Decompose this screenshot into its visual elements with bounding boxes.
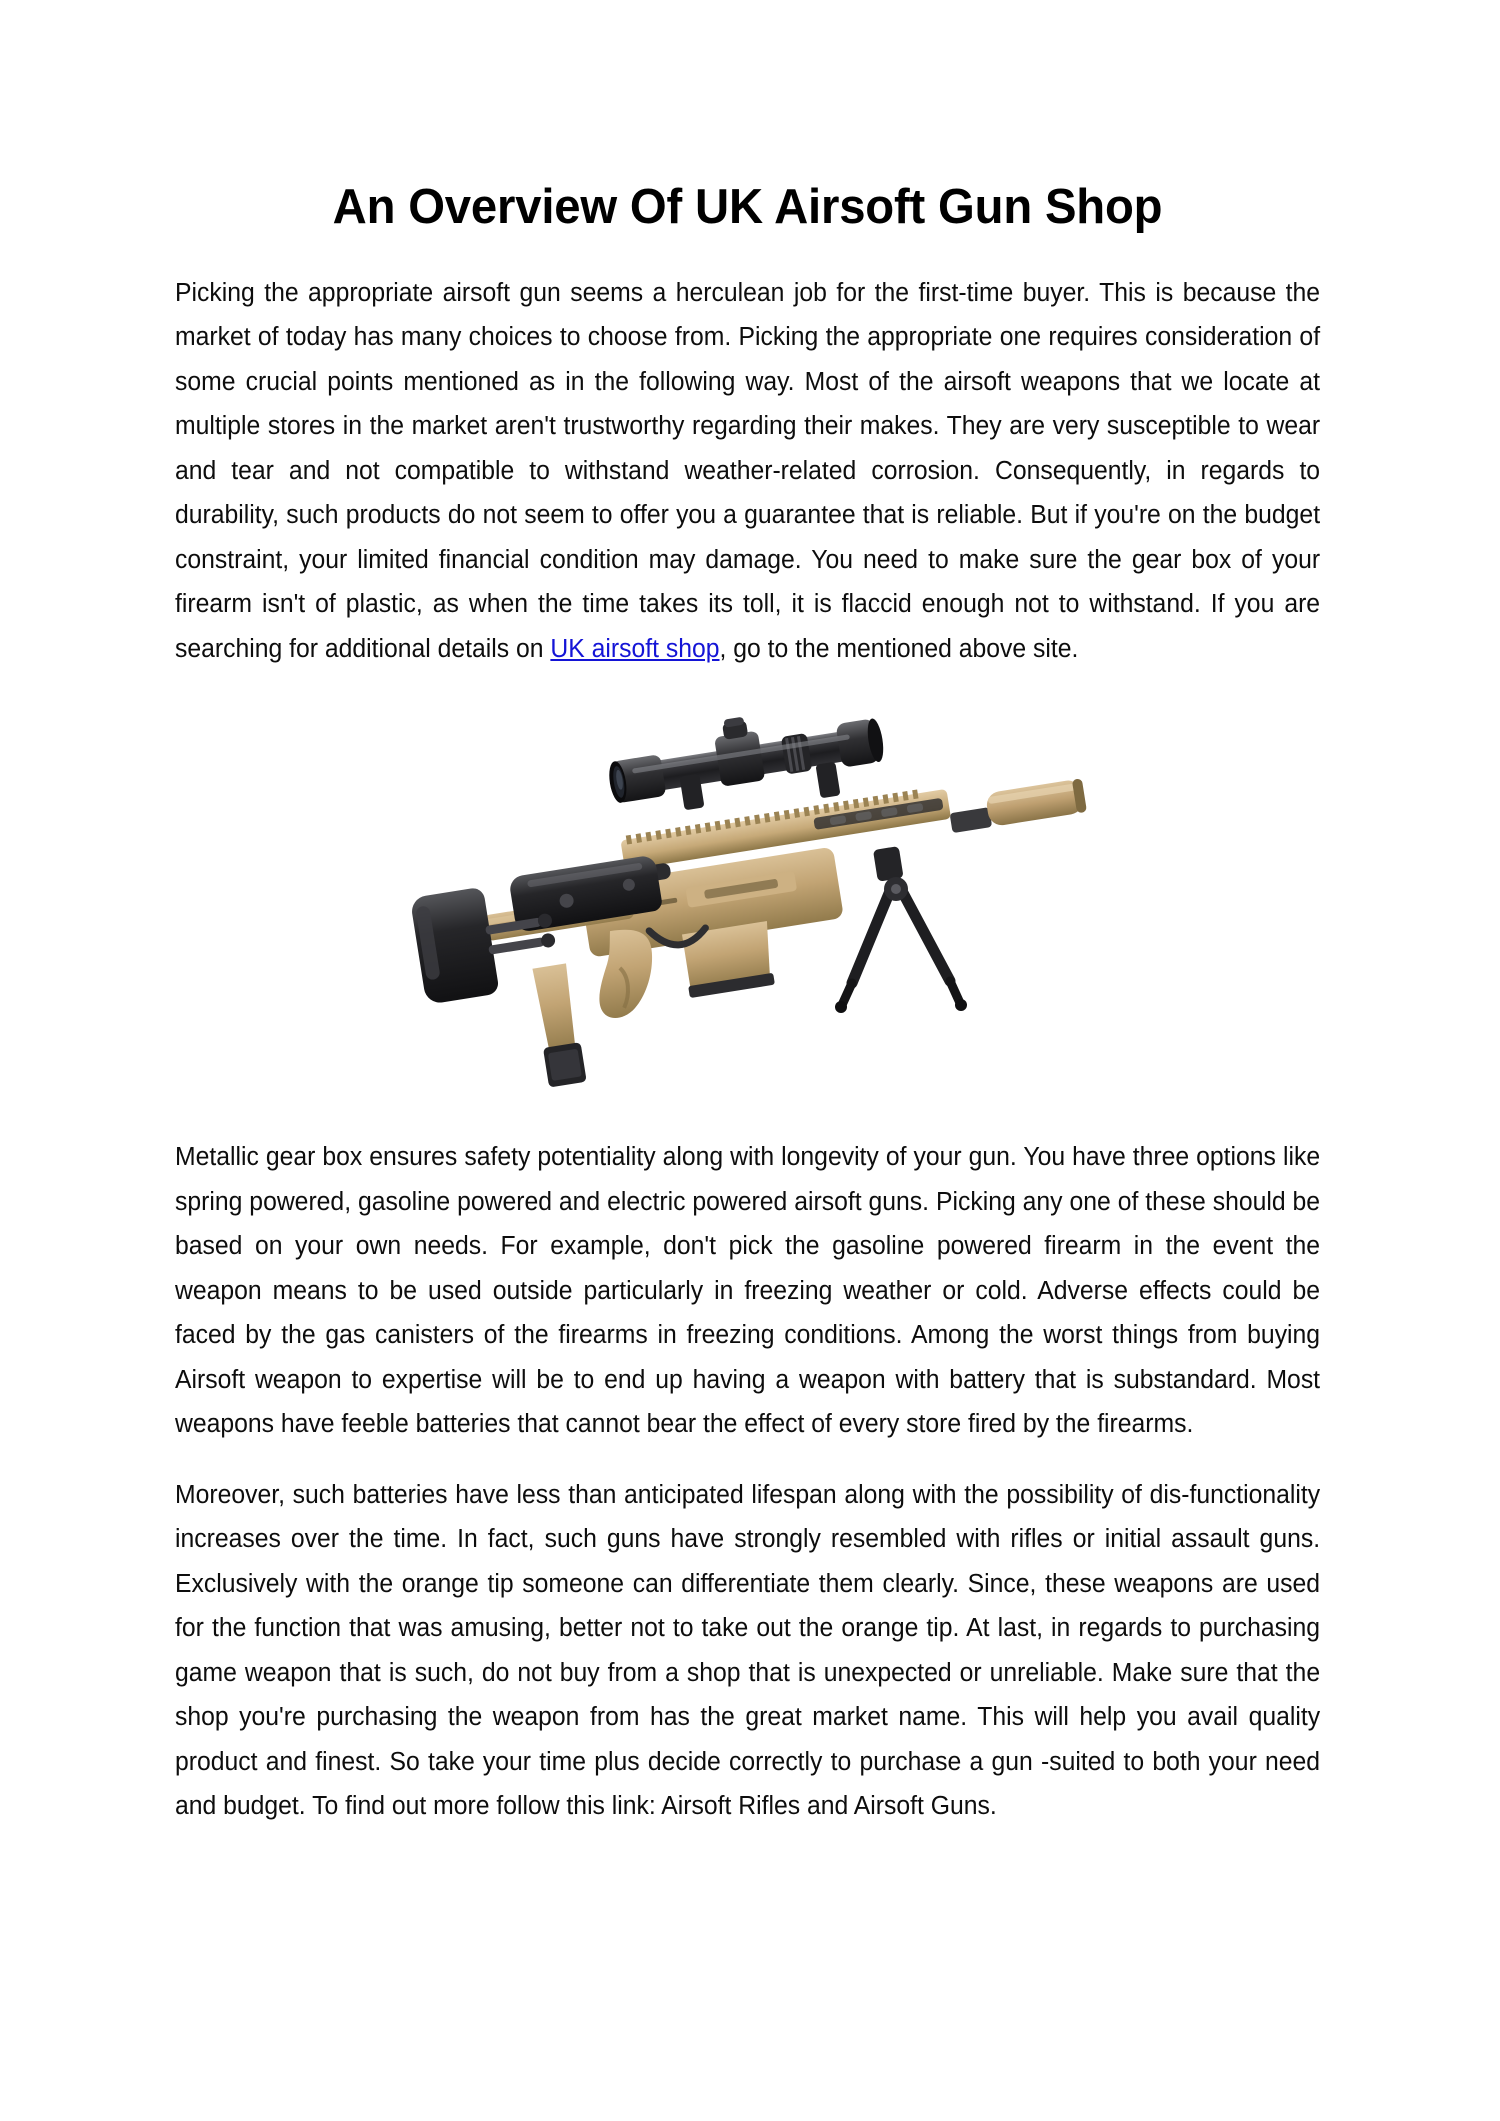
- airsoft-rifle-figure: [175, 705, 1320, 1135]
- paragraph-1-text-before-link: Picking the appropriate airsoft gun seems a herculean job for the first-time buyer. This is because the market of today has many choices to choose from. Picking the appropriate one requires consideration of some crucial points mentioned as in the following way. Most of the airsoft weapons that we locate at multiple stores in the market aren't trustworthy regarding their makes. They are very susceptible to wear and tear and not compatible to withstand weather-related corrosion. Consequently, in regards to durability, such products do not seem to offer you a guarantee that is reliable. But if you're on the budget constraint, your limited financial condition may damage. You need to make sure the gear box of your firearm isn't of plastic, as when the time takes its toll, it is flaccid enough not to withstand. If you are searching for additional details on: [175, 278, 1321, 663]
- rifle-magazine: [680, 921, 777, 998]
- rifle-suppressor-group: [947, 778, 1087, 833]
- document-content: [175, 0, 1320, 1829]
- airsoft-rifle-image: [390, 715, 1110, 1125]
- paragraph-2: Metallic gear box ensures safety potentiality along with longevity of your gun. You have three options like spring powered, gasoline powered and electric powered airsoft guns. Picking any one of these should be based on your own needs. For example, don't pick the gasoline powered firearm in the event the weapon means to be used outside particularly in freezing weather or cold. Adverse effects could be faced by the gas canisters of the firearms in freezing conditions. Among the worst things from buying Airsoft weapon to expertise will be to end up having a weapon with battery that is substandard. Most weapons have feeble batteries that cannot bear the effect of every store fired by the firearms.: [175, 1143, 1321, 1439]
- uk-airsoft-shop-link[interactable]: UK airsoft shop: [550, 634, 720, 663]
- paragraph-1: [175, 271, 1320, 671]
- paragraph-3: Moreover, such batteries have less than anticipated lifespan along with the possibility of dis-functionality increases over the time. In fact, such guns have strongly resembled with rifles or initial assault guns. Exclusively with the orange tip someone can differentiate them clearly. Since, these weapons are used for the function that was amusing, better not to take out the orange tip. At last, in regards to purchasing game weapon that is such, do not buy from a shop that is unexpected or unreliable. Make sure that the shop you're purchasing the weapon from has the great market name. This will help you avail quality product and finest. So take your time plus decide correctly to purchase a gun -suited to both your need and budget. To find out more follow this link: Airsoft Rifles and Airsoft Guns.: [175, 1480, 1321, 1821]
- paragraph-1-text-after-link: , go to the mentioned above site.: [719, 634, 1079, 663]
- document-body: [175, 271, 1320, 1829]
- rifle-scope-group: [603, 715, 886, 810]
- rifle-bipod-group: [835, 846, 967, 1013]
- page-title: An Overview Of UK Airsoft Gun Shop: [332, 180, 1163, 234]
